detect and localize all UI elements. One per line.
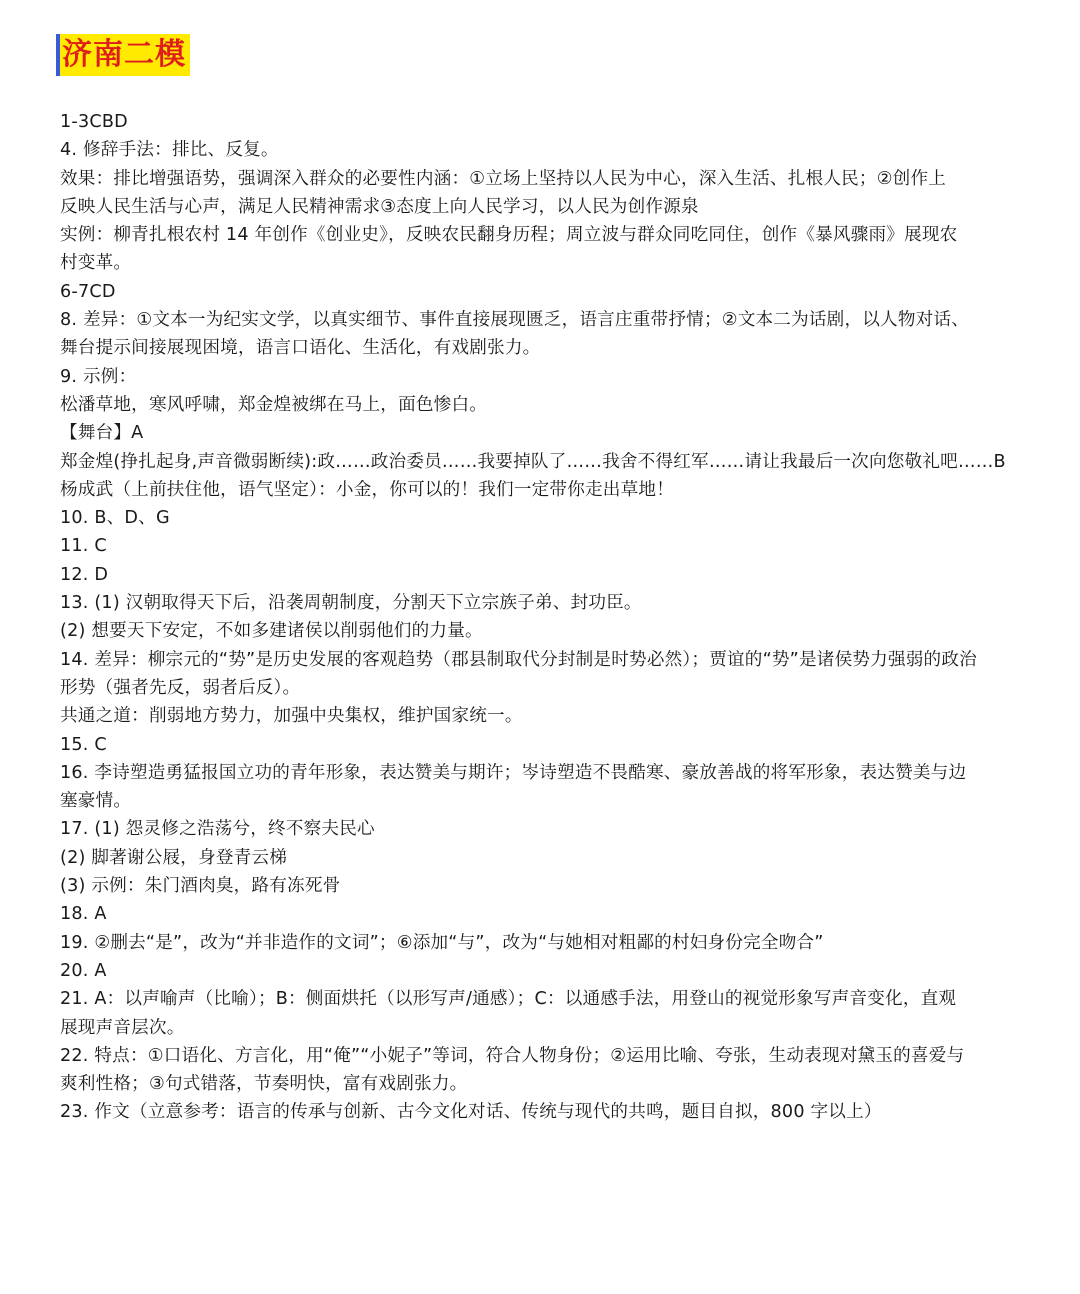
page-title: 济南二模 <box>60 34 190 76</box>
answer-key-body <box>60 108 1028 1127</box>
answer-line: 8. 差异：①文本一为纪实文学，以真实细节、事件直接展现匮乏，语言庄重带抒情；②文本二为话剧，以人物对话、 <box>60 310 970 331</box>
answer-line: 共通之道：削弱地方势力，加强中央集权，维护国家统一。 <box>60 706 523 727</box>
answer-line: 15. C <box>60 734 107 755</box>
answer-line: 4. 修辞手法：排比、反复。 <box>60 140 279 161</box>
answer-line: 形势（强者先反，弱者后反）。 <box>60 677 301 698</box>
answer-line: 郑金煌(挣扎起身,声音微弱断续):政……政治委员……我要掉队了……我舍不得红军……请让我最后一次向您敬礼吧……B <box>60 451 1006 472</box>
answer-line: (3) 示例：朱门酒肉臭，路有冻死骨 <box>60 876 341 897</box>
answer-line: 反映人民生活与心声，满足人民精神需求③态度上向人民学习，以人民为创作源泉 <box>60 196 699 217</box>
answer-line: 塞豪情。 <box>60 791 132 812</box>
answer-line: 12. D <box>60 564 109 585</box>
answer-line: 舞台提示间接展现困境，语言口语化、生活化，有戏剧张力。 <box>60 338 541 359</box>
answer-line: 17. (1) 怨灵修之浩荡兮，终不察夫民心 <box>60 819 375 840</box>
answer-line: 展现声音层次。 <box>60 1017 185 1038</box>
answer-line: 14. 差异：柳宗元的“势”是历史发展的客观趋势（郡县制取代分封制是时势必然）；贾谊的“势”是诸侯势力强弱的政治 <box>60 649 977 670</box>
answer-line: 杨成武（上前扶住他，语气坚定）：小金，你可以的！我们一定带你走出草地！ <box>60 479 674 500</box>
answer-line: 20. A <box>60 960 107 981</box>
answer-line: 11. C <box>60 536 107 557</box>
answer-line: (2) 脚著谢公屐，身登青云梯 <box>60 847 288 868</box>
answer-line: 18. A <box>60 904 107 925</box>
answer-line: 19. ②删去“是”，改为“并非造作的文词”；⑥添加“与”，改为“与她相对粗鄙的村妇身份完全吻合” <box>60 932 824 953</box>
answer-line: 1-3CBD <box>60 112 128 132</box>
answer-line: 16. 李诗塑造勇猛报国立功的青年形象，表达赞美与期许；岑诗塑造不畏酷寒、豪放善战的将军形象，表达赞美与边 <box>60 762 967 783</box>
answer-line: 9. 示例： <box>60 366 137 387</box>
answer-line: 松潘草地，寒风呼啸，郑金煌被绑在马上，面色惨白。 <box>60 394 488 415</box>
answer-line: 爽利性格；③句式错落，节奏明快，富有戏剧张力。 <box>60 1074 468 1095</box>
answer-line: (2) 想要天下安定，不如多建诸侯以削弱他们的力量。 <box>60 621 483 642</box>
answer-line: 13. (1) 汉朝取得天下后，沿袭周朝制度，分割天下立宗族子弟、封功臣。 <box>60 593 642 614</box>
answer-line: 23. 作文（立意参考：语言的传承与创新、古今文化对话、传统与现代的共鸣，题目自拟，800 字以上） <box>60 1102 882 1123</box>
answer-line: 10. B、D、G <box>60 508 170 529</box>
answer-line: 实例：柳青扎根农村 14 年创作《创业史》，反映农民翻身历程；周立波与群众同吃同住，创作《暴风骤雨》展现农 <box>60 225 958 246</box>
answer-line: 效果：排比增强语势，强调深入群众的必要性内涵：①立场上坚持以人民为中心，深入生活、扎根人民；②创作上 <box>60 168 947 189</box>
answer-line: 【舞台】A <box>60 423 144 444</box>
answer-line: 村变革。 <box>60 253 132 274</box>
answer-line: 21. A：以声喻声（比喻）；B：侧面烘托（以形写声/通感）；C：以通感手法，用登山的视觉形象写声音变化，直观 <box>60 989 957 1010</box>
answer-line: 22. 特点：①口语化、方言化，用“俺”“小妮子”等词，符合人物身份；②运用比喻、夸张，生动表现对黛玉的喜爱与 <box>60 1045 965 1066</box>
page-title-block <box>56 34 190 76</box>
answer-line: 6-7CD <box>60 281 116 302</box>
